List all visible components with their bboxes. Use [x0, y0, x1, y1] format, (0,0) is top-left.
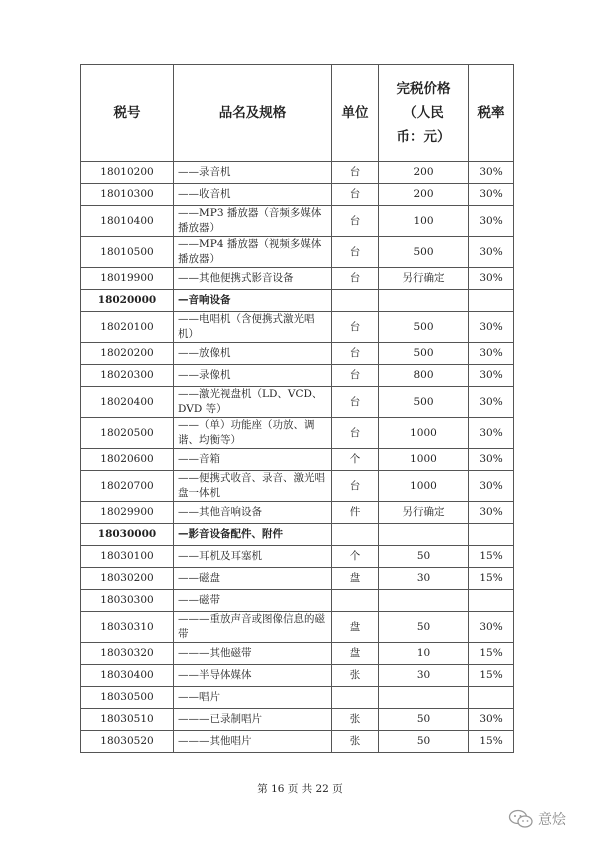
price-cell: 800 — [379, 365, 469, 387]
unit-cell: 台 — [332, 365, 379, 387]
unit-cell: 张 — [332, 709, 379, 731]
price-cell: 500 — [379, 387, 469, 418]
code-cell: 18020100 — [81, 312, 174, 343]
price-cell: 50 — [379, 546, 469, 568]
name-cell: —音响设备 — [174, 290, 332, 312]
unit-cell: 张 — [332, 731, 379, 753]
price-cell: 50 — [379, 709, 469, 731]
unit-cell: 盘 — [332, 643, 379, 665]
name-cell: ——其他音响设备 — [174, 502, 332, 524]
code-cell: 18010200 — [81, 162, 174, 184]
unit-cell: 台 — [332, 206, 379, 237]
code-cell: 18020600 — [81, 449, 174, 471]
code-cell: 18010500 — [81, 237, 174, 268]
code-cell: 18030500 — [81, 687, 174, 709]
table-body — [81, 162, 514, 753]
rate-cell — [469, 524, 514, 546]
unit-cell: 台 — [332, 312, 379, 343]
rate-cell: 30% — [469, 387, 514, 418]
rate-cell: 15% — [469, 731, 514, 753]
name-cell: ——MP4 播放器（视频多媒体播放器） — [174, 237, 332, 268]
header-code: 税号 — [81, 65, 174, 162]
name-cell: ——收音机 — [174, 184, 332, 206]
unit-cell — [332, 290, 379, 312]
name-cell: —影音设备配件、附件 — [174, 524, 332, 546]
rate-cell: 15% — [469, 665, 514, 687]
rate-cell: 30% — [469, 612, 514, 643]
name-cell: ——电唱机（含便携式激光唱机） — [174, 312, 332, 343]
price-cell: 100 — [379, 206, 469, 237]
price-cell: 500 — [379, 343, 469, 365]
code-cell: 18030100 — [81, 546, 174, 568]
rate-cell: 30% — [469, 709, 514, 731]
unit-cell — [332, 590, 379, 612]
table-row — [81, 524, 514, 546]
price-cell — [379, 590, 469, 612]
table-row — [81, 162, 514, 184]
code-cell: 18030320 — [81, 643, 174, 665]
unit-cell — [332, 524, 379, 546]
table-row — [81, 665, 514, 687]
unit-cell: 盘 — [332, 568, 379, 590]
header-name: 品名及规格 — [174, 65, 332, 162]
name-cell: ——激光视盘机（LD、VCD、DVD 等） — [174, 387, 332, 418]
code-cell: 18030510 — [81, 709, 174, 731]
table-row — [81, 449, 514, 471]
code-cell: 18020700 — [81, 471, 174, 502]
table-row — [81, 312, 514, 343]
header-price: 完税价格（人民币：元） — [379, 65, 469, 162]
code-cell: 18019900 — [81, 268, 174, 290]
price-cell: 500 — [379, 312, 469, 343]
name-cell: ——磁盘 — [174, 568, 332, 590]
table-row — [81, 268, 514, 290]
name-cell: ——磁带 — [174, 590, 332, 612]
rate-cell: 30% — [469, 162, 514, 184]
code-cell: 18029900 — [81, 502, 174, 524]
rate-cell: 30% — [469, 449, 514, 471]
table-row — [81, 590, 514, 612]
code-cell: 18030520 — [81, 731, 174, 753]
unit-cell: 台 — [332, 268, 379, 290]
name-cell: ——半导体媒体 — [174, 665, 332, 687]
tax-rate-table — [80, 64, 514, 753]
table-row — [81, 237, 514, 268]
price-cell: 200 — [379, 162, 469, 184]
table-row — [81, 387, 514, 418]
rate-cell — [469, 290, 514, 312]
unit-cell: 台 — [332, 184, 379, 206]
table-row — [81, 546, 514, 568]
table-row — [81, 709, 514, 731]
unit-cell: 个 — [332, 449, 379, 471]
rate-cell: 30% — [469, 343, 514, 365]
price-cell: 另行确定 — [379, 502, 469, 524]
unit-cell: 台 — [332, 418, 379, 449]
price-cell — [379, 290, 469, 312]
unit-cell: 台 — [332, 471, 379, 502]
price-cell: 另行确定 — [379, 268, 469, 290]
code-cell: 18030310 — [81, 612, 174, 643]
rate-cell: 30% — [469, 312, 514, 343]
unit-cell: 台 — [332, 343, 379, 365]
unit-cell — [332, 687, 379, 709]
table-row — [81, 502, 514, 524]
watermark-text: 意烩 — [538, 812, 566, 828]
price-cell — [379, 687, 469, 709]
name-cell: ———已录制唱片 — [174, 709, 332, 731]
page-footer: 第 16 页 共 22 页 — [257, 783, 343, 795]
table-row — [81, 612, 514, 643]
table-row — [81, 471, 514, 502]
unit-cell: 个 — [332, 546, 379, 568]
name-cell: ——放像机 — [174, 343, 332, 365]
table-row — [81, 687, 514, 709]
table-row — [81, 290, 514, 312]
unit-cell: 张 — [332, 665, 379, 687]
price-cell — [379, 524, 469, 546]
table-row — [81, 568, 514, 590]
table-row — [81, 365, 514, 387]
rate-cell: 30% — [469, 471, 514, 502]
rate-cell — [469, 687, 514, 709]
code-cell: 18030300 — [81, 590, 174, 612]
unit-cell: 件 — [332, 502, 379, 524]
rate-cell: 15% — [469, 568, 514, 590]
price-cell: 50 — [379, 731, 469, 753]
watermark — [508, 805, 588, 833]
table-row — [81, 643, 514, 665]
name-cell: ——录音机 — [174, 162, 332, 184]
code-cell: 18030000 — [81, 524, 174, 546]
header-unit: 单位 — [332, 65, 379, 162]
name-cell: ——（单）功能座（功放、调谐、均衡等） — [174, 418, 332, 449]
rate-cell: 15% — [469, 546, 514, 568]
unit-cell: 盘 — [332, 612, 379, 643]
rate-cell — [469, 590, 514, 612]
rate-cell: 30% — [469, 184, 514, 206]
code-cell: 18020200 — [81, 343, 174, 365]
rate-cell: 15% — [469, 643, 514, 665]
rate-cell: 30% — [469, 237, 514, 268]
price-cell: 30 — [379, 568, 469, 590]
code-cell: 18020400 — [81, 387, 174, 418]
unit-cell: 台 — [332, 162, 379, 184]
price-cell: 30 — [379, 665, 469, 687]
table-row — [81, 731, 514, 753]
unit-cell: 台 — [332, 237, 379, 268]
code-cell: 18020500 — [81, 418, 174, 449]
name-cell: ——MP3 播放器（音频多媒体播放器） — [174, 206, 332, 237]
table-row — [81, 418, 514, 449]
rate-cell: 30% — [469, 206, 514, 237]
name-cell: ——耳机及耳塞机 — [174, 546, 332, 568]
name-cell: ——便携式收音、录音、激光唱盘一体机 — [174, 471, 332, 502]
price-cell: 10 — [379, 643, 469, 665]
table-row — [81, 206, 514, 237]
price-cell: 50 — [379, 612, 469, 643]
price-cell: 1000 — [379, 471, 469, 502]
name-cell: ———其他磁带 — [174, 643, 332, 665]
name-cell: ———重放声音或图像信息的磁带 — [174, 612, 332, 643]
name-cell: ———其他唱片 — [174, 731, 332, 753]
price-cell: 1000 — [379, 418, 469, 449]
table-header-row — [81, 65, 514, 162]
unit-cell: 台 — [332, 387, 379, 418]
rate-cell: 30% — [469, 365, 514, 387]
price-cell: 500 — [379, 237, 469, 268]
code-cell: 18020300 — [81, 365, 174, 387]
name-cell: ——音箱 — [174, 449, 332, 471]
price-cell: 200 — [379, 184, 469, 206]
rate-cell: 30% — [469, 418, 514, 449]
code-cell: 18030400 — [81, 665, 174, 687]
price-cell: 1000 — [379, 449, 469, 471]
code-cell: 18010400 — [81, 206, 174, 237]
rate-cell: 30% — [469, 502, 514, 524]
name-cell: ——唱片 — [174, 687, 332, 709]
table-row — [81, 184, 514, 206]
wechat-icon — [508, 809, 534, 829]
rate-cell: 30% — [469, 268, 514, 290]
name-cell: ——其他便携式影音设备 — [174, 268, 332, 290]
name-cell: ——录像机 — [174, 365, 332, 387]
header-rate: 税率 — [469, 65, 514, 162]
code-cell: 18010300 — [81, 184, 174, 206]
table-row — [81, 343, 514, 365]
code-cell: 18020000 — [81, 290, 174, 312]
code-cell: 18030200 — [81, 568, 174, 590]
